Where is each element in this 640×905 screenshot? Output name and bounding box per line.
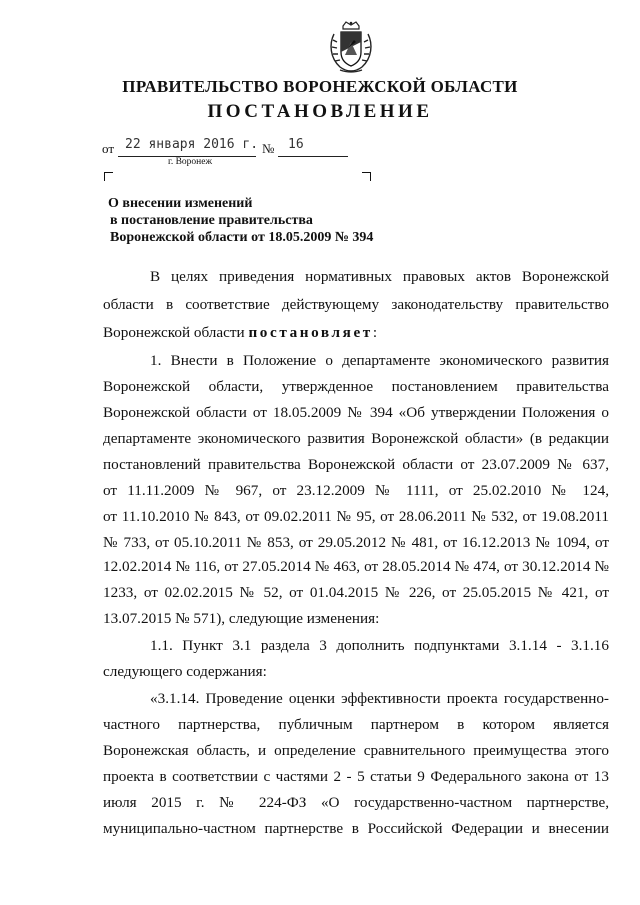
coat-of-arms-icon [326,20,376,74]
number-label: № [262,141,275,156]
body-line: 1233, от 02.02.2015 № 52, от 01.04.2015 № 226, от 25.05.2015 № 421, от [103,584,609,601]
subject-bracket-right [362,172,371,181]
date-prefix-label: от [102,141,115,156]
body-line: 1. Внести в Положение о департаменте экономического развития [150,352,609,369]
body-line: постановлений правительства Воронежской области от 23.07.2009 № 637, [103,456,609,473]
subject-line: О внесении изменений [108,196,253,211]
number-value: 16 [288,137,304,152]
body-line: Воронежской области от 18.05.2009 № 394 «Об утверждении Положения о [103,404,609,421]
body-line: департаменте экономического развития Воронежской области» (в редакции [103,430,609,447]
body-line: следующего содержания: [103,663,267,680]
body-line: В целях приведения нормативных правовых актов Воронежской [150,268,609,285]
city-label: г. Воронеж [168,157,213,167]
body-line: «3.1.14. Проведение оценки эффективности проекта государственно- [150,690,609,707]
body-line: 13.07.2015 № 571), следующие изменения: [103,610,380,627]
body-line: Воронежской области постановляет: [103,324,378,341]
body-line: 12.02.2014 № 116, от 27.05.2014 № 463, от 28.05.2014 № 474, от 30.12.2014 № [103,558,609,575]
body-line: Воронежская область, и определение сравнительного преимущества этого [103,742,609,759]
body-line: от 11.10.2010 № 843, от 09.02.2011 № 95, от 28.06.2011 № 532, от 19.08.2011 [103,508,609,525]
body-line: частного партнерства, публичным партнером в котором является [103,716,609,733]
subject-bracket-left [104,172,113,181]
body-line: Воронежской области, утвержденное постановлением правительства [103,378,609,395]
body-line: 1.1. Пункт 3.1 раздела 3 дополнить подпунктами 3.1.14 - 3.1.16 [150,637,609,654]
body-line: № 733, от 05.10.2011 № 853, от 29.05.2012 № 481, от 16.12.2013 № 1094, от [103,534,609,551]
body-line: области в соответствие действующему законодательству правительство [103,296,609,313]
date-value: 22 января 2016 г. [125,137,259,152]
number-underline [278,156,348,157]
body-line: муниципально-частном партнерстве в Российской Федерации и внесении [103,820,609,837]
document-type-title: ПОСТАНОВЛЕНИЕ [207,101,433,122]
body-line: июля 2015 г. № 224-ФЗ «О государственно-частном партнерстве, [103,794,609,811]
subject-line: в постановление правительства [110,213,313,228]
decree-keyword: постановляет [248,324,373,341]
body-line: от 11.11.2009 № 967, от 23.12.2009 № 1111, от 25.02.2010 № 124, [103,482,609,499]
subject-line: Воронежской области от 18.05.2009 № 394 [110,230,374,245]
organization-title: ПРАВИТЕЛЬСТВО ВОРОНЕЖСКОЙ ОБЛАСТИ [122,77,518,96]
body-line: проекта в соответствии с частями 2 - 5 статьи 9 Федерального закона от 13 [103,768,609,785]
